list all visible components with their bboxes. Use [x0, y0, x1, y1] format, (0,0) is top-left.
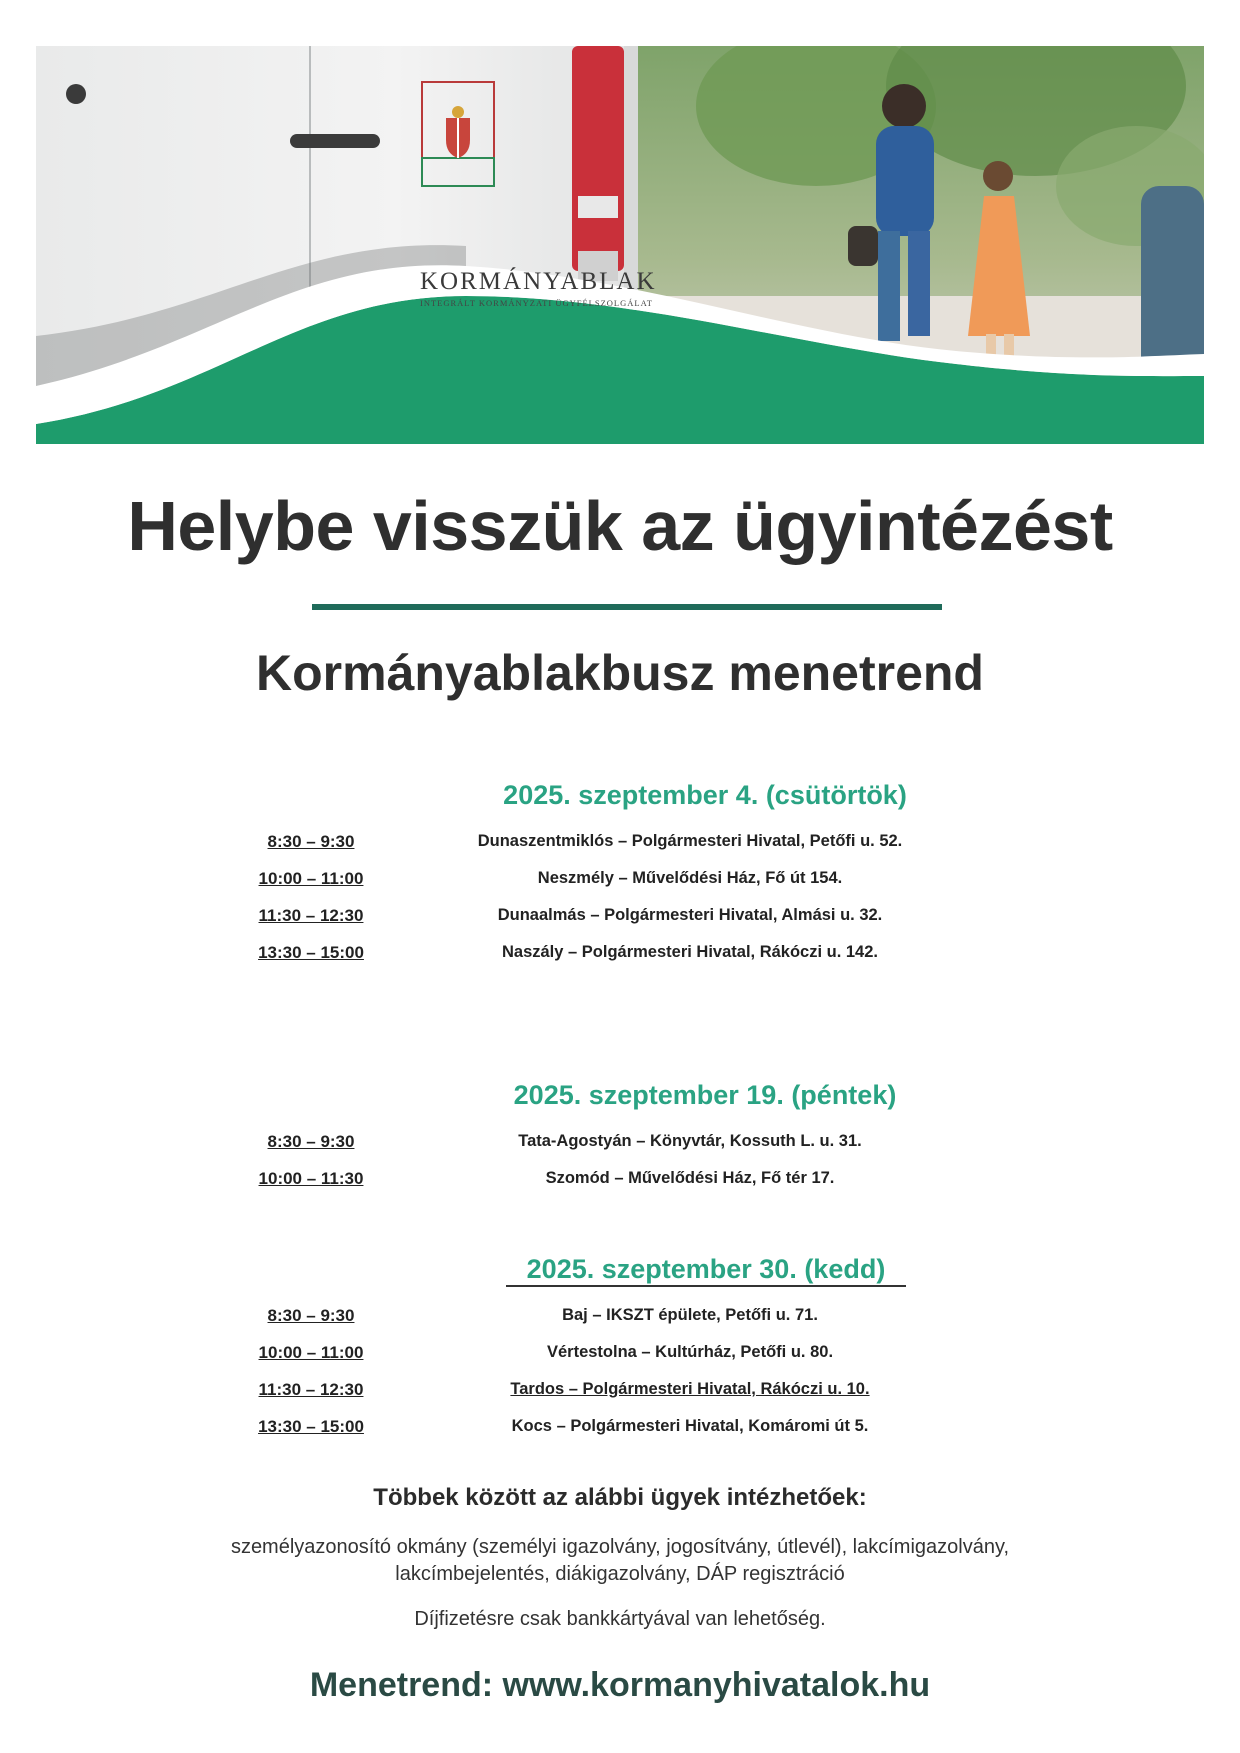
schedule-time: 8:30 – 9:30	[267, 1306, 355, 1325]
schedule-row	[0, 906, 1240, 940]
schedule-time: 10:00 – 11:00	[258, 869, 364, 888]
schedule-place: Kocs – Polgármesteri Hivatal, Komáromi út 5.	[511, 1417, 869, 1435]
services-title: Többek között az alábbi ügyek intézhetőek:	[373, 1484, 867, 1511]
schedule-place: Szomód – Művelődési Ház, Fő tér 17.	[545, 1169, 835, 1187]
schedule-place: Naszály – Polgármesteri Hivatal, Rákóczi u. 142.	[501, 943, 878, 961]
schedule-time: 11:30 – 12:30	[258, 1380, 364, 1399]
schedule-place: Vértestolna – Kultúrház, Petőfi u. 80.	[546, 1343, 834, 1361]
schedule-row	[0, 943, 1240, 977]
services-list	[140, 1534, 1100, 1588]
page-subtitle: Kormányablakbusz menetrend	[256, 645, 984, 701]
schedule-date: 2025. szeptember 19. (péntek)	[513, 1080, 897, 1110]
payment-note: Díjfizetésre csak bankkártyával van lehetőség.	[414, 1608, 826, 1630]
page-title: Helybe visszük az ügyintézést	[127, 487, 1113, 565]
hero-image	[36, 46, 1204, 470]
schedule-row	[0, 1417, 1240, 1451]
schedule-time: 10:00 – 11:00	[258, 1343, 364, 1362]
schedule-time: 10:00 – 11:30	[258, 1169, 364, 1188]
title-divider	[312, 604, 942, 610]
footer-url: Menetrend: www.kormanyhivatalok.hu	[309, 1666, 931, 1704]
schedule-row	[0, 1306, 1240, 1340]
services-line: lakcímbejelentés, diákigazolvány, DÁP regisztráció	[395, 1563, 845, 1585]
services-line: személyazonosító okmány (személyi igazolvány, jogosítvány, útlevél), lakcímigazolvány,	[230, 1536, 1010, 1558]
schedule-date: 2025. szeptember 30. (kedd)	[506, 1254, 906, 1287]
schedule-place: Neszmély – Művelődési Ház, Fő út 154.	[537, 869, 843, 887]
schedule-place: Baj – IKSZT épülete, Petőfi u. 71.	[562, 1306, 818, 1324]
schedule-row	[0, 1132, 1240, 1166]
schedule-time: 13:30 – 15:00	[258, 1417, 364, 1436]
brand-name: KORMÁNYABLAK	[420, 268, 657, 295]
brand-subtitle: INTEGRÁLT KORMÁNYZATI ÜGYFÉLSZOLGÁLAT	[420, 298, 653, 308]
schedule-row	[0, 1343, 1240, 1377]
hero-illustration	[36, 46, 1204, 470]
schedule-row	[0, 832, 1240, 866]
schedule-row	[0, 1380, 1240, 1414]
schedule-time: 11:30 – 12:30	[258, 906, 364, 925]
schedule-time: 8:30 – 9:30	[267, 832, 355, 851]
schedule-time: 8:30 – 9:30	[267, 1132, 355, 1151]
schedule-place: Dunaszentmiklós – Polgármesteri Hivatal, Petőfi u. 52.	[477, 832, 903, 850]
schedule-row	[0, 1169, 1240, 1203]
schedule-time: 13:30 – 15:00	[258, 943, 364, 962]
schedule-place: Tardos – Polgármesteri Hivatal, Rákóczi u. 10.	[510, 1380, 870, 1398]
schedule-row	[0, 869, 1240, 903]
schedule-place: Tata-Agostyán – Könyvtár, Kossuth L. u. 31.	[518, 1132, 862, 1150]
schedule-place: Dunaalmás – Polgármesteri Hivatal, Almási u. 32.	[497, 906, 883, 924]
schedule-date: 2025. szeptember 4. (csütörtök)	[503, 780, 907, 810]
